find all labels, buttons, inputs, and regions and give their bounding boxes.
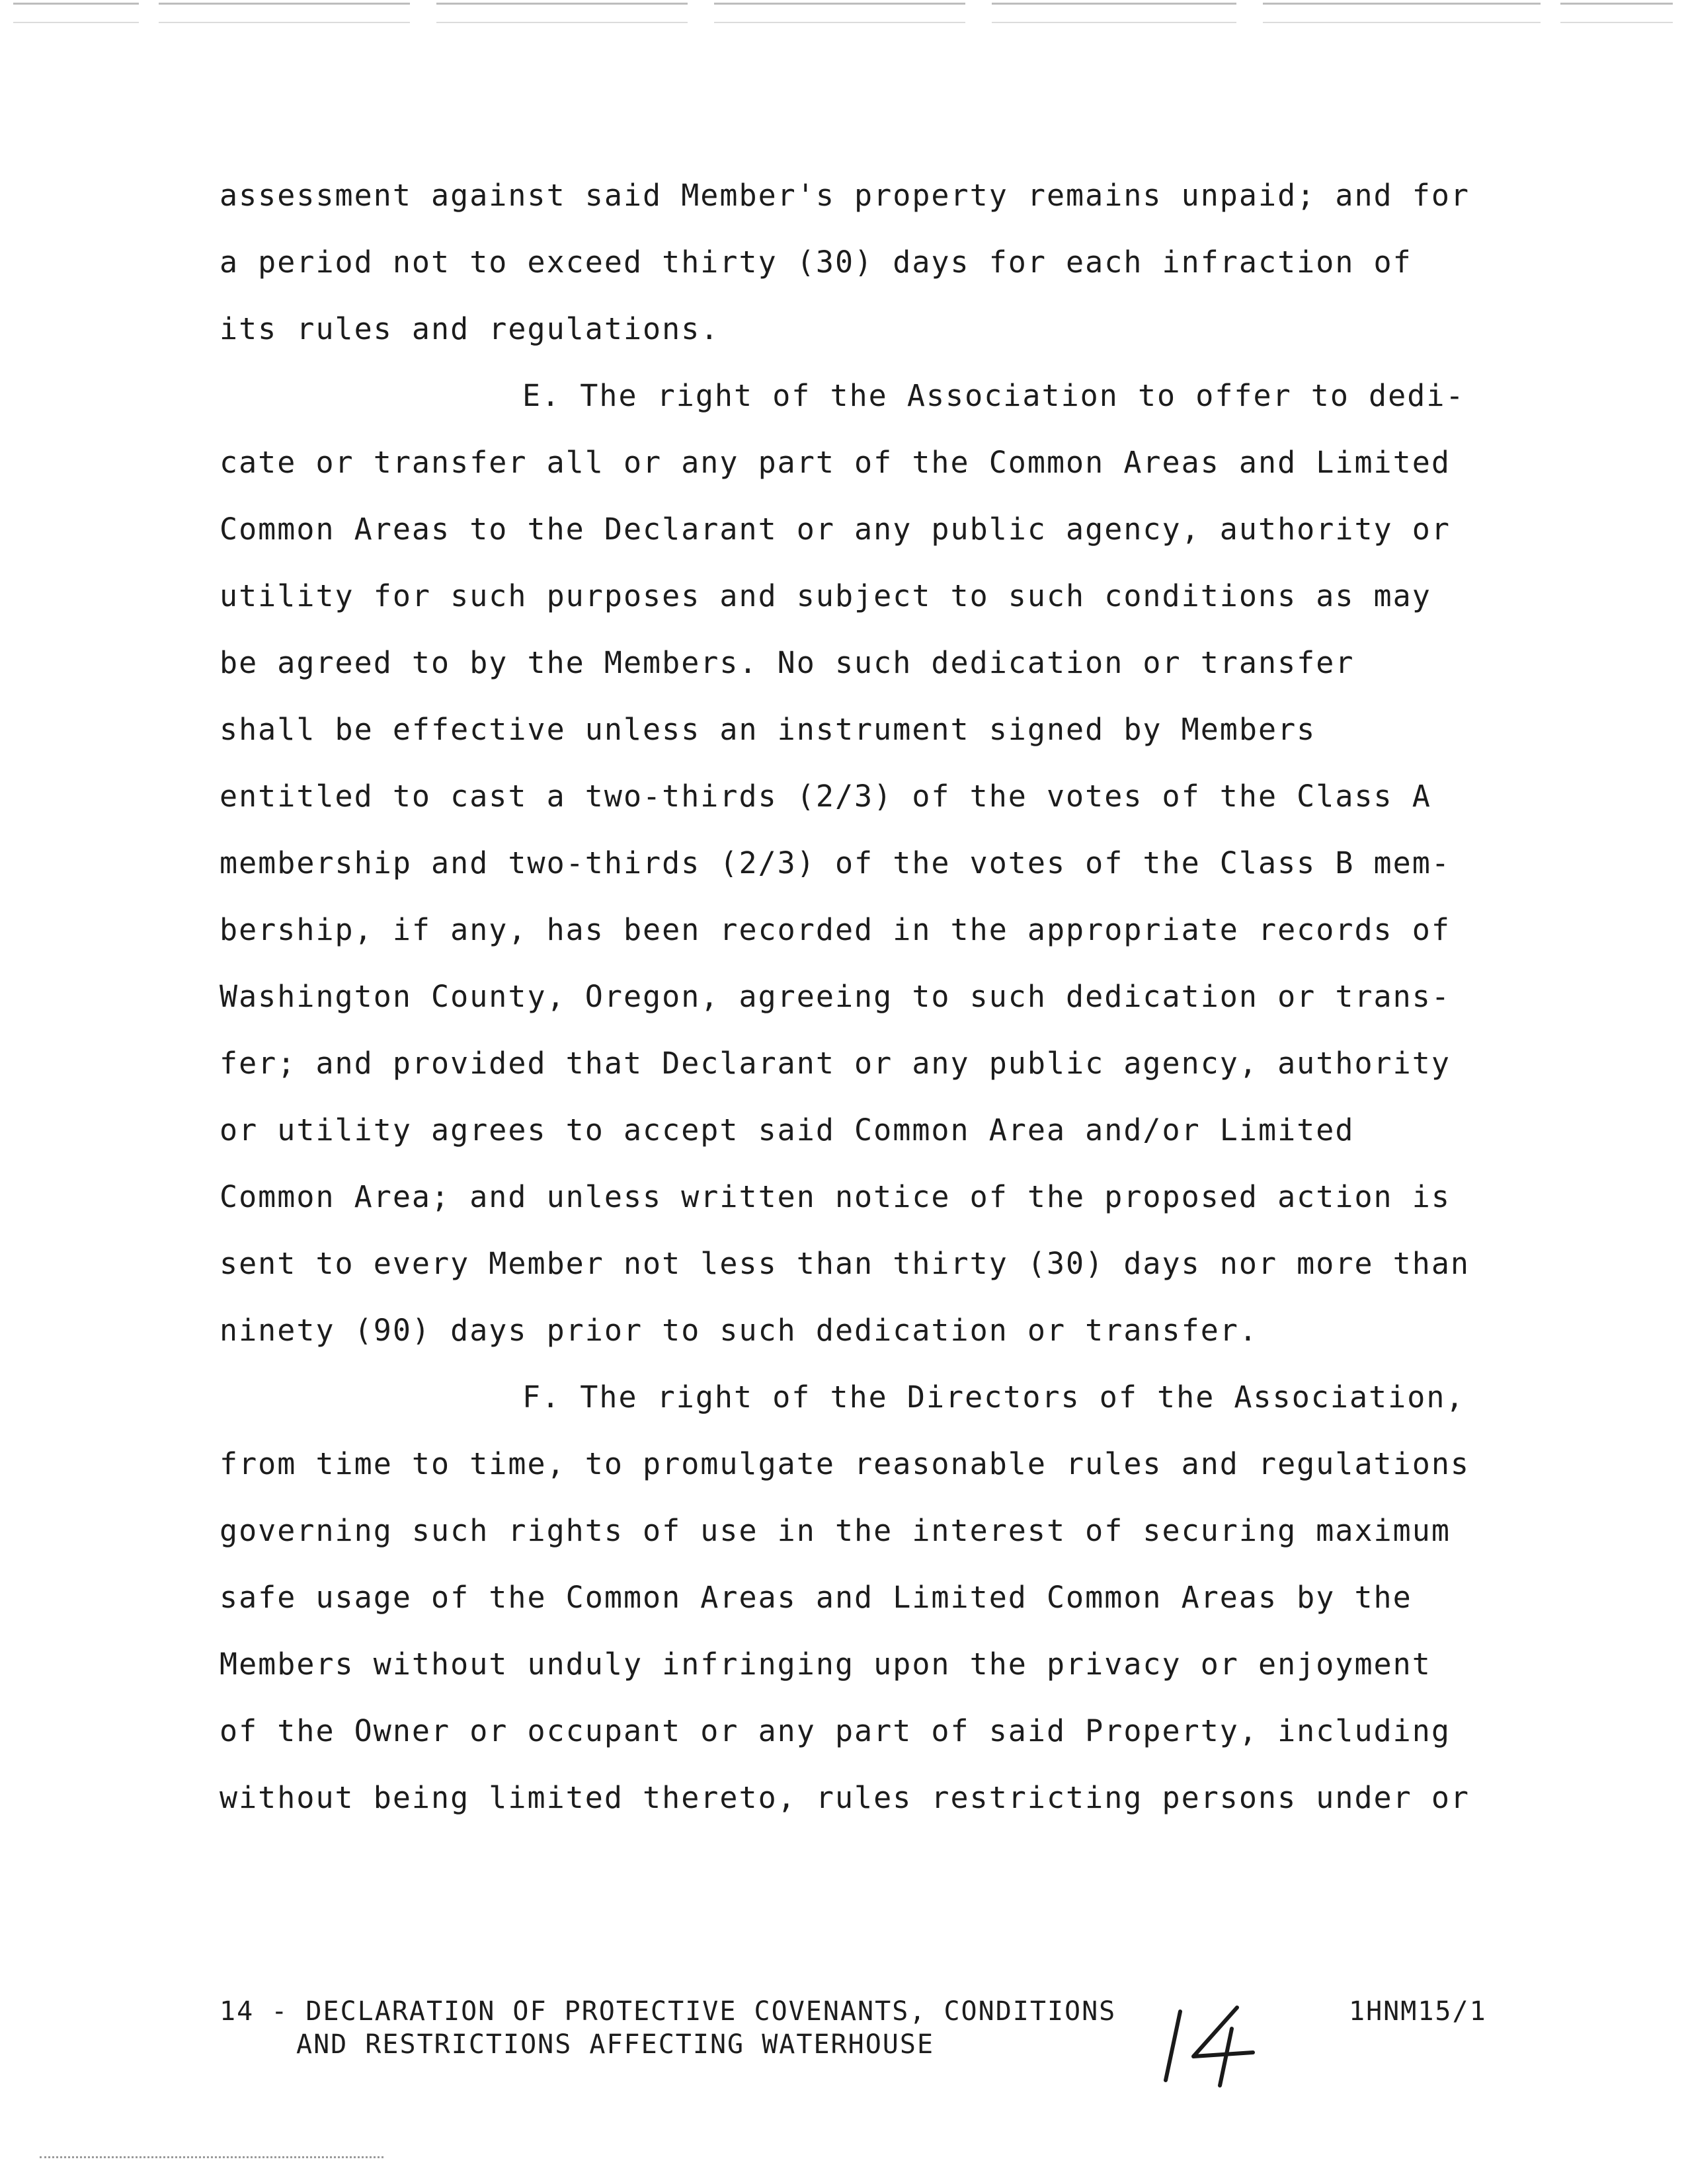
body-line: Members without unduly infringing upon the privacy or enjoyment (220, 1647, 1431, 1682)
body-line: its rules and regulations. (220, 311, 720, 346)
scan-artifact-bottom (40, 2156, 383, 2166)
footer-title-line-1: 14 - DECLARATION OF PROTECTIVE COVENANTS, CONDITIONS (220, 1996, 1117, 2027)
footer-title-line-2: AND RESTRICTIONS AFFECTING WATERHOUSE (296, 2029, 935, 2060)
body-line: a period not to exceed thirty (30) days for each infraction of (220, 245, 1412, 280)
body-line: bership, if any, has been recorded in the appropriate records of (220, 912, 1451, 947)
handwritten-page-number (1154, 2000, 1266, 2092)
body-line: from time to time, to promulgate reasonable rules and regulations (220, 1446, 1470, 1481)
body-line: or utility agrees to accept said Common Area and/or Limited (220, 1112, 1355, 1148)
body-line: assessment against said Member's property remains unpaid; and for (220, 178, 1470, 213)
body-line: Common Area; and unless written notice of the proposed action is (220, 1179, 1451, 1214)
body-line: governing such rights of use in the interest of securing maximum (220, 1513, 1451, 1548)
body-line: ninety (90) days prior to such dedication or transfer. (220, 1313, 1258, 1348)
body-line: fer; and provided that Declarant or any public agency, authority (220, 1046, 1451, 1081)
body-line: Washington County, Oregon, agreeing to such dedication or trans- (220, 979, 1451, 1014)
body-line: membership and two-thirds (2/3) of the votes of the Class B mem- (220, 845, 1451, 880)
document-id: 1HNM15/1 (1349, 1996, 1487, 2027)
body-line: entitled to cast a two-thirds (2/3) of the votes of the Class A (220, 779, 1431, 814)
body-line: safe usage of the Common Areas and Limited Common Areas by the (220, 1580, 1412, 1615)
body-line: shall be effective unless an instrument signed by Members (220, 712, 1316, 747)
body-line: without being limited thereto, rules restricting persons under or (220, 1780, 1470, 1815)
body-line: be agreed to by the Members. No such dedication or transfer (220, 645, 1355, 680)
scan-artifact-top (0, 0, 1686, 32)
body-line: sent to every Member not less than thirty (30) days nor more than (220, 1246, 1470, 1281)
body-line: of the Owner or occupant or any part of said Property, including (220, 1713, 1451, 1748)
paragraph-e-heading-line: E. The right of the Association to offer to dedi- (522, 378, 1465, 413)
body-line: cate or transfer all or any part of the Common Areas and Limited (220, 445, 1451, 480)
body-line: Common Areas to the Declarant or any public agency, authority or (220, 512, 1451, 547)
paragraph-f-heading-line: F. The right of the Directors of the Association, (522, 1380, 1465, 1415)
body-line: utility for such purposes and subject to such conditions as may (220, 578, 1431, 613)
